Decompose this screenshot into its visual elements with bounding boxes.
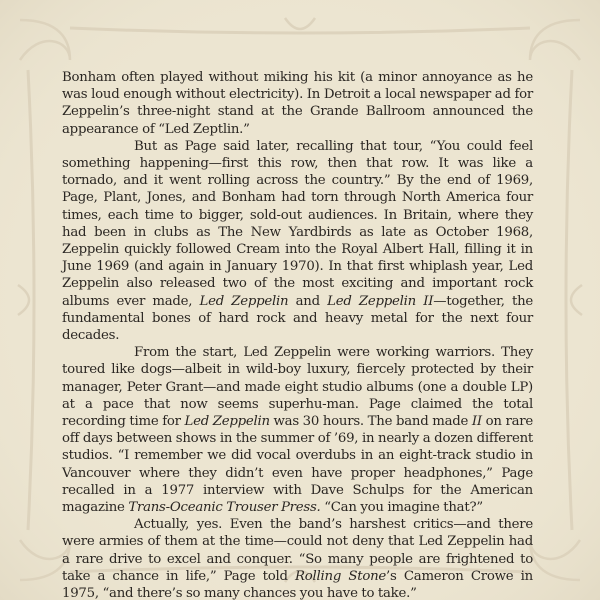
text-run: From the start, Led Zeppelin were working warriors. They toured like dogs—albeit in wild-boy luxury, fiercely protected by their manager, Peter Grant—and made eight studio albums (one a double LP) at a pace that now seems superhu-man. Page claimed the total recording time for <box>62 345 533 430</box>
italic-title: Led Zeppelin <box>184 414 270 430</box>
text-run: ’s Cameron Crowe in 1975, “and there’s so many chances you have to take.” <box>62 568 533 600</box>
text-run: was 30 hours. The band made <box>269 414 472 430</box>
italic-title: Rolling Stone <box>295 568 387 584</box>
text-run: on rare off days between shows in the summer of ’69, in nearly a dozen different studios. “I remember we did vocal overdubs in an eight-track studio in Vancouver where they didn’t even have proper headphones,” Page recalled in a 1977 interview with Dave Schulps for the American magazine <box>62 414 533 516</box>
text-run: But as Page said later, recalling that tour, “You could feel something happening—first this row, then that row. It was like a tornado, and it went rolling across the country.” By the end of 1969, Page, Plant, Jones, and Bonham had torn through North America four times, each time to bigger, sold-out audiences. In Britain, where they had been in clubs as The New Yardbirds as late as October 1968, Zeppelin quickly followed Cream into the Royal Albert Hall, filling it in June 1969 (and again in January 1970). In that first whiplash year, Led Zeppelin also released two of the most exciting and important rock albums ever made, <box>62 138 533 309</box>
text-run: “Can you imagine that?” <box>320 500 483 516</box>
text-run: Bonham often played without miking his kit (a minor annoyance as he was loud enough without electricity). In Detroit a local newspaper ad for Zeppelin’s three-night stand at the Grande Ballroom announced the appearance of “Led Zeptlin.” <box>62 70 533 137</box>
paragraph-2 <box>62 138 533 344</box>
text-run: Actually, yes. Even the band’s harshest critics—and there were armies of them at the time—could not deny that Led Zeppelin had a rare drive to excel and conquer. “So many people are frightened to take a chance in life,” Page told <box>62 517 533 584</box>
paragraph-4 <box>62 516 533 600</box>
italic-title: II <box>471 414 482 430</box>
paragraph-1 <box>62 69 533 138</box>
italic-title: Led Zeppelin <box>199 293 289 309</box>
text-run: and <box>288 293 328 309</box>
paragraph-3 <box>62 344 533 516</box>
text-run: —together, the fundamental bones of hard rock and heavy metal for the next four decades. <box>62 293 533 344</box>
body-text <box>62 69 533 600</box>
italic-title: Trans-Oceanic Trouser Press. <box>128 500 321 516</box>
italic-title: Led Zeppelin II <box>327 293 434 309</box>
